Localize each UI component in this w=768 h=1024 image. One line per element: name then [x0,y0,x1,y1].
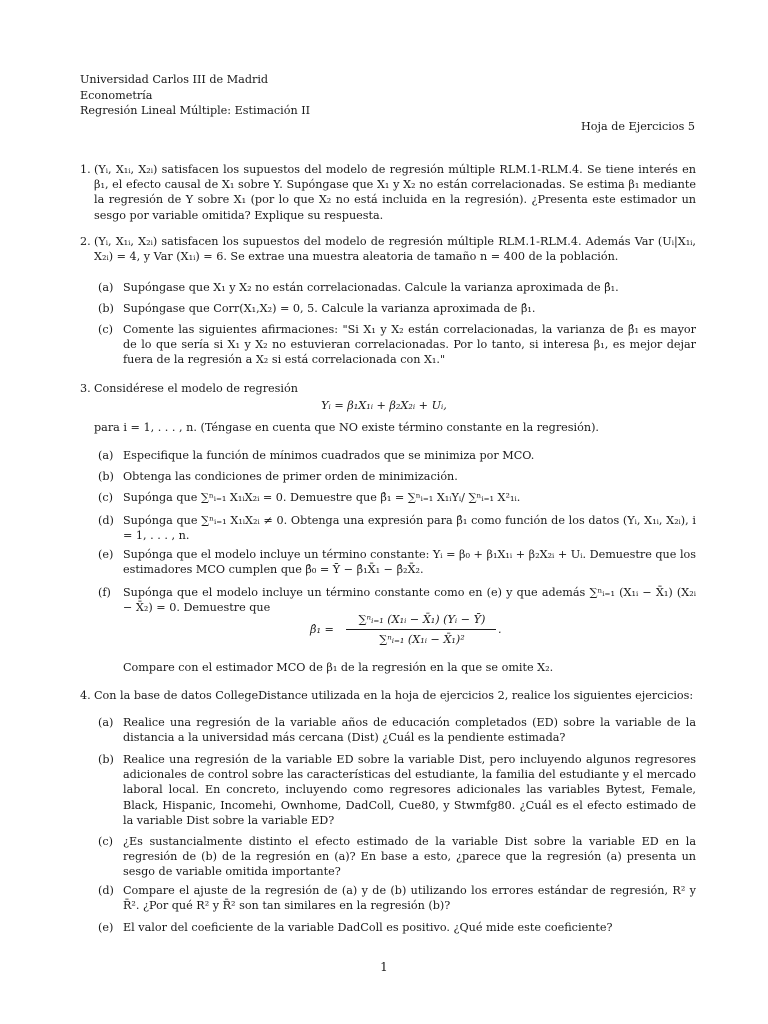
page-number: 1 [380,960,388,974]
item-3f [98,585,696,615]
course-name: Econometría [80,88,153,102]
item-text: Supóngase que Corr(X₁,X₂) = 0, 5. Calcule la varianza aproximada de β̂₁. [123,302,536,315]
item-2a [98,280,696,295]
item-text: Obtenga las condiciones de primer orden de minimización. [123,470,458,483]
item-4e [98,920,696,935]
item-text: Supónga que ∑ⁿᵢ₌₁ X₁ᵢX₂ᵢ ≠ 0. Obtenga una expresión para β̂₁ como función de los datos (Yᵢ, X₁ᵢ, X₂ᵢ), i = 1, . . . , n. [123,514,696,543]
item-3c [98,490,696,505]
question-number: 1. [80,163,91,176]
item-label: (a) [98,716,114,729]
fraction-bar [346,629,496,630]
sheet-title: Hoja de Ejercicios 5 [581,120,695,133]
question-text: (Yᵢ, X₁ᵢ, X₂ᵢ) satisfacen los supuestos del modelo de regresión múltiple RLM.1-RLM.4. Además Var (Uᵢ|X₁ᵢ, X₂ᵢ) = 4, y Var (X₁ᵢ) = 6. Se extrae una muestra aleatoria de tamaño n = 400 de la población. [94,235,696,264]
item-text: Compare con el estimador MCO de β₁ de la regresión en la que se omite X₂. [123,661,554,674]
item-4b [98,752,696,828]
item-4d [98,883,696,913]
item-2c [98,322,696,368]
item-label: (b) [98,302,114,315]
question-2 [80,234,696,264]
item-3a [98,448,696,463]
fraction-numerator: ∑ⁿᵢ₌₁ (X₁ᵢ − X̄₁) (Yᵢ − Ȳ) [358,613,486,626]
item-text: Supónga que ∑ⁿᵢ₌₁ X₁ᵢX₂ᵢ = 0. Demuestre que β̂₁ = ∑ⁿᵢ₌₁ X₁ᵢYᵢ/ ∑ⁿᵢ₌₁ X²₁ᵢ. [123,491,521,504]
item-text: Supóngase que X₁ y X₂ no están correlacionadas. Calcule la varianza aproximada de β̂₁. [123,281,619,294]
item-text: Especifique la función de mínimos cuadrados que se minimiza por MCO. [123,449,535,462]
item-label: (c) [98,835,113,848]
question-text: Considérese el modelo de regresión [94,382,298,395]
question-3-continued [80,420,696,435]
fraction-lhs: β̂₁ = [310,623,334,636]
regression-equation: Yᵢ = β₁X₁ᵢ + β₂X₂ᵢ + Uᵢ, [321,399,447,412]
item-label: (e) [98,548,114,561]
question-1 [80,162,696,223]
item-4c [98,834,696,880]
item-3b [98,469,696,484]
item-text: Compare el ajuste de la regresión de (a) y de (b) utilizando los errores estándar de regresión, R² y R̄². ¿Por qué R² y R̄² son tan similares en la regresión (b)? [123,884,696,913]
item-label: (c) [98,323,113,336]
item-label: (e) [98,921,114,934]
item-label: (b) [98,470,114,483]
item-2b [98,301,696,316]
question-text: Con la base de datos CollegeDistance utilizada en la hoja de ejercicios 2, realice los siguientes ejercicios: [94,689,694,702]
header-block [80,72,310,119]
item-text: El valor del coeficiente de la variable DadColl es positivo. ¿Qué mide este coeficiente? [123,921,613,934]
item-text: Supónga que el modelo incluye un término constante como en (e) y que además ∑ⁿᵢ₌₁ (X₁ᵢ − X̄₁) (X₂ᵢ − X̄₂) = 0. Demuestre que [123,586,696,615]
item-3e [98,547,696,577]
question-number: 2. [80,235,91,248]
item-text: ¿Es sustancialmente distinto el efecto estimado de la variable Dist sobre la variable ED en la regresión de (b) de la regresión en (a)? En base a esto, ¿parece que la regresión (a) presenta un sesgo de variable omitida importante? [123,835,696,879]
item-text: Supónga que el modelo incluye un término constante: Yᵢ = β₀ + β₁X₁ᵢ + β₂X₂ᵢ + Uᵢ. Demuestre que los estimadores MCO cumplen que β̂₀ = Ȳ − β̂₁X̄₁ − β̂₂X̄₂. [123,548,696,577]
item-text: Realice una regresión de la variable ED sobre la variable Dist, pero incluyendo algunos regresores adicionales de control sobre las características del estudiante, la familia del estudiante y el mercado laboral local. En concreto, incluyendo como regresores adicionales las variables Bytest, Female, Black, Hispanic, Incomehi, Ownhome, DadColl, Cue80, y Stwmfg80. ¿Cuál es el efecto estimado de la variable Dist sobre la variable ED? [123,753,696,827]
university-name: Universidad Carlos III de Madrid [80,73,269,86]
item-label: (a) [98,449,114,462]
question-number: 3. [80,382,91,395]
question-3 [80,381,696,396]
item-label: (d) [98,884,114,897]
question-4 [80,688,696,703]
item-4a [98,715,696,745]
item-text: Comente las siguientes afirmaciones: "Si X₁ y X₂ están correlacionadas, la varianza de β̂₁ es mayor de lo que sería si X₁ y X₂ no estuvieran correlacionadas. Por lo tanto, si interesa β₁, es mejor dejar fuera de la regresión a X₂ si está correlacionada con X₁." [123,323,696,367]
topic-title: Regresión Lineal Múltiple: Estimación II [80,104,311,117]
question-number: 4. [80,689,91,702]
item-label: (b) [98,753,114,766]
question-text: para i = 1, . . . , n. (Téngase en cuenta que NO existe término constante en la regresión). [94,421,599,434]
question-text: (Yᵢ, X₁ᵢ, X₂ᵢ) satisfacen los supuestos del modelo de regresión múltiple RLM.1-RLM.4. Se tiene interés en β₁, el efecto causal de X₁ sobre Y. Supóngase que X₁ y X₂ no están correlacionadas. Se estima β₁ mediante la regresión de Y sobre X₁ (por lo que X₂ no está incluida en la regresión). ¿Presenta este estimador un sesgo por variable omitida? Explique su respuesta. [94,163,696,222]
item-label: (a) [98,281,114,294]
fraction-denominator: ∑ⁿᵢ₌₁ (X₁ᵢ − X̄₁)² [379,633,465,646]
item-3d [98,513,696,543]
item-label: (f) [98,586,111,599]
item-3f-compare [98,660,696,675]
fraction-end: . [498,623,502,636]
item-label: (c) [98,491,113,504]
item-text: Realice una regresión de la variable años de educación completados (ED) sobre la variable de la distancia a la universidad más cercana (Dist) ¿Cuál es la pendiente estimada? [123,716,696,745]
item-label: (d) [98,514,114,527]
